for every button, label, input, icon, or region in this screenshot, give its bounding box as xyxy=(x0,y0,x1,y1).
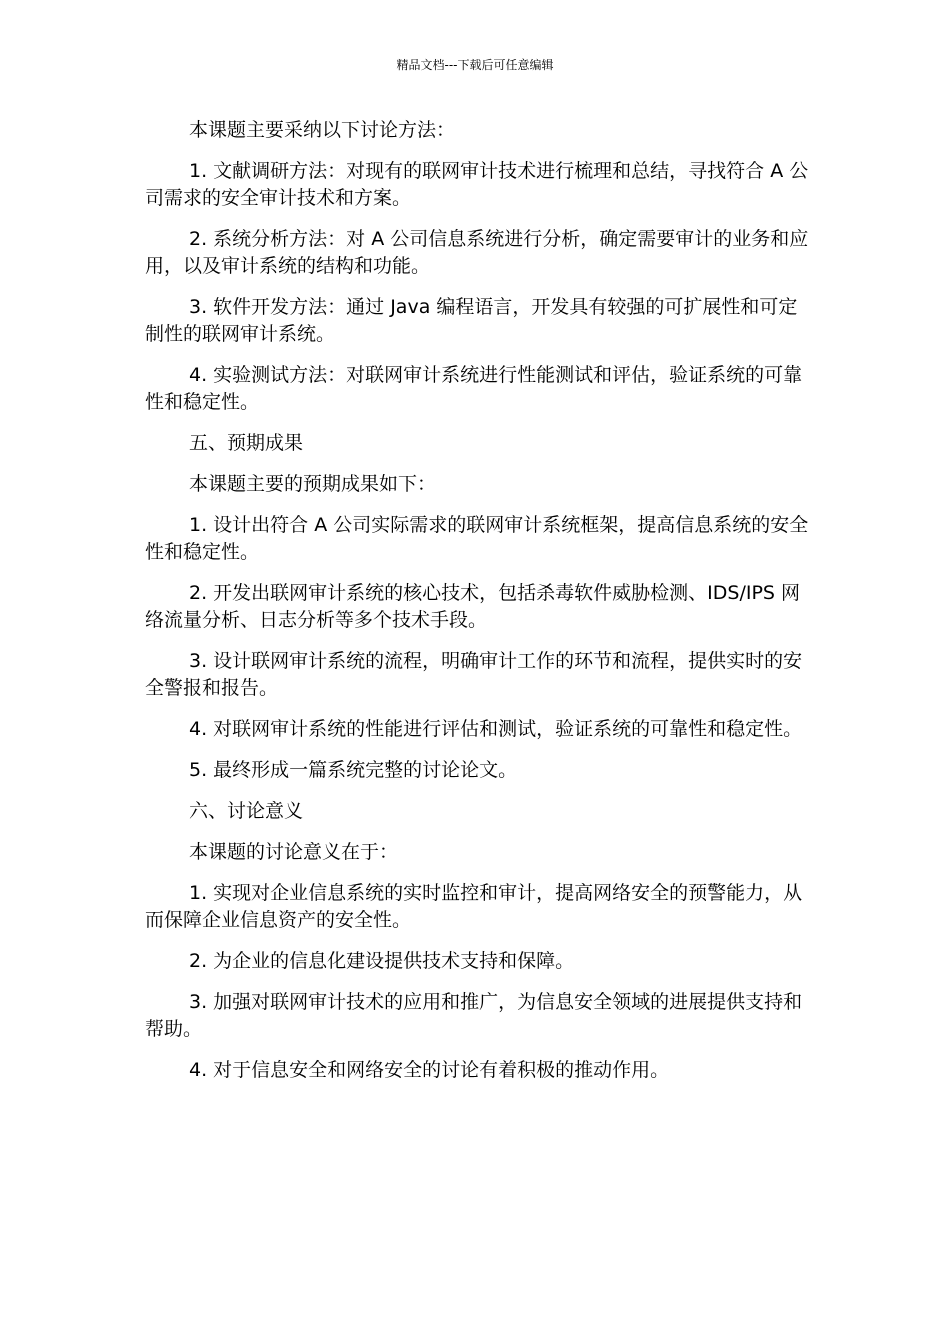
document-body xyxy=(145,117,810,1098)
result-item-2: 2. 开发出联网审计系统的核心技术，包括杀毒软件威胁检测、IDS/IPS 网络流量分析、日志分析等多个技术手段。 xyxy=(145,582,801,631)
section-heading-significance: 六、讨论意义 xyxy=(189,800,304,822)
significance-item-2: 2. 为企业的信息化建设提供技术支持和保障。 xyxy=(189,950,575,972)
method-item-4: 4. 实验测试方法：对联网审计系统进行性能测试和评估，验证系统的可靠性和稳定性。 xyxy=(145,364,803,413)
significance-item-4: 4. 对于信息安全和网络安全的讨论有着积极的推动作用。 xyxy=(189,1059,670,1081)
result-item-3: 3. 设计联网审计系统的流程，明确审计工作的环节和流程，提供实时的安全警报和报告。 xyxy=(145,650,803,699)
page-header: 精品文档---下载后可任意编辑 xyxy=(396,58,554,72)
significance-intro: 本课题的讨论意义在于： xyxy=(189,841,399,863)
significance-item-1: 1. 实现对企业信息系统的实时监控和审计，提高网络安全的预警能力，从而保障企业信息资产的安全性。 xyxy=(145,882,803,931)
method-item-1: 1. 文献调研方法：对现有的联网审计技术进行梳理和总结，寻找符合 A 公司需求的安全审计技术和方案。 xyxy=(145,160,809,209)
result-item-5: 5. 最终形成一篇系统完整的讨论论文。 xyxy=(189,759,518,781)
method-item-3: 3. 软件开发方法：通过 Java 编程语言，开发具有较强的可扩展性和可定制性的联网审计系统。 xyxy=(145,296,798,345)
result-item-4: 4. 对联网审计系统的性能进行评估和测试，验证系统的可靠性和稳定性。 xyxy=(189,718,803,740)
results-intro: 本课题主要的预期成果如下： xyxy=(189,473,437,495)
method-item-2: 2. 系统分析方法：对 A 公司信息系统进行分析，确定需要审计的业务和应用，以及审计系统的结构和功能。 xyxy=(145,228,809,277)
result-item-1: 1. 设计出符合 A 公司实际需求的联网审计系统框架，提高信息系统的安全性和稳定性。 xyxy=(145,514,809,563)
section-heading-expected-results: 五、预期成果 xyxy=(189,432,304,454)
method-intro: 本课题主要采纳以下讨论方法： xyxy=(189,119,456,141)
significance-item-3: 3. 加强对联网审计技术的应用和推广，为信息安全领域的进展提供支持和帮助。 xyxy=(145,991,803,1040)
